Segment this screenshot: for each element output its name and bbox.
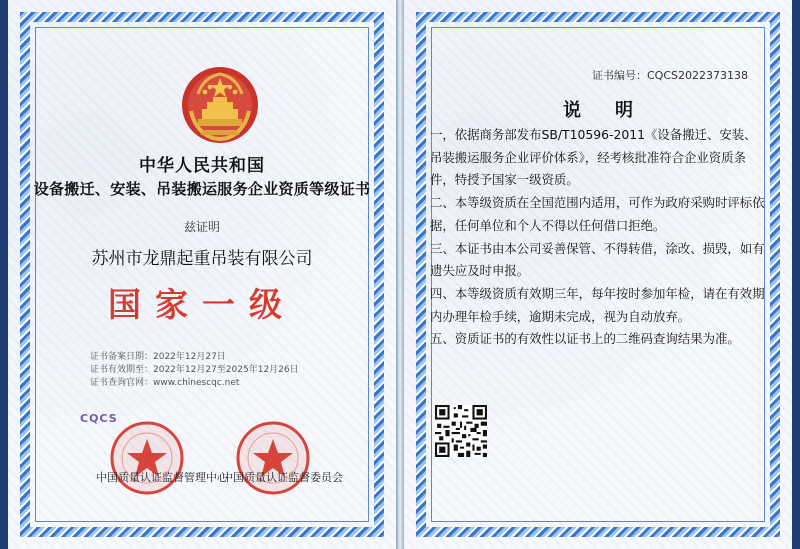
company-name: 苏州市龙鼎起重吊装有限公司 — [91, 249, 313, 269]
certificate-number: 证书编号：CQCS2022373138 — [592, 69, 748, 82]
certificate-main-title: 设备搬迁、安装、吊装搬运服务企业资质等级证书 — [33, 180, 371, 198]
left-certificate-page — [8, 0, 396, 549]
national-emblem-icon — [179, 64, 261, 146]
validity-period-line: 证书有效期至：2022年12月27至2025年12月26日 — [90, 365, 299, 375]
cqcs-mark: CQCS — [80, 412, 118, 425]
issuer-name: 中国质量认证监督委员会 — [222, 471, 343, 484]
filing-date-line: 证书备案日期：2022年12月27日 — [90, 352, 226, 362]
certificate-metadata — [90, 351, 299, 390]
seal-icon — [234, 419, 312, 497]
center-fold — [396, 0, 404, 549]
notes-list — [430, 124, 766, 351]
note-item: 一，依据商务部发布SB/T10596-2011《设备搬迁、安装、吊装搬运服务企业评价体系》，经考核批准符合企业资质条件，特授予国家一级资质。 — [430, 127, 757, 188]
notes-title: 说明 — [563, 100, 667, 121]
note-item: 五、资质证书的有效性以证书上的二维码查询结果为准。 — [430, 331, 740, 347]
issuer-name: 中国质量认证监督管理中心 — [96, 471, 228, 484]
certify-text: 兹证明 — [183, 220, 220, 234]
note-item: 四、本等级资质有效期三年，每年按时参加年检，请在有效期内办理年检手续，逾期未完成，视为自动放弃。 — [430, 285, 765, 324]
right-notes-page — [404, 0, 792, 549]
seal-icon — [108, 419, 186, 497]
qualification-grade: 国家一级 — [108, 285, 296, 324]
note-item: 三、本证书由本公司妥善保管、不得转借，涂改、损毁，如有遗失应及时申报。 — [430, 240, 765, 279]
verification-site-line: 证书查询官网：www.chinescqc.net — [90, 378, 240, 388]
note-item: 二、本等级资质在全国范围内适用，可作为政府采购时评标依据，任何单位和个人不得以任何借口拒绝。 — [430, 195, 765, 233]
certificate-country-title: 中华人民共和国 — [139, 156, 265, 176]
qr-code-icon — [435, 405, 487, 457]
